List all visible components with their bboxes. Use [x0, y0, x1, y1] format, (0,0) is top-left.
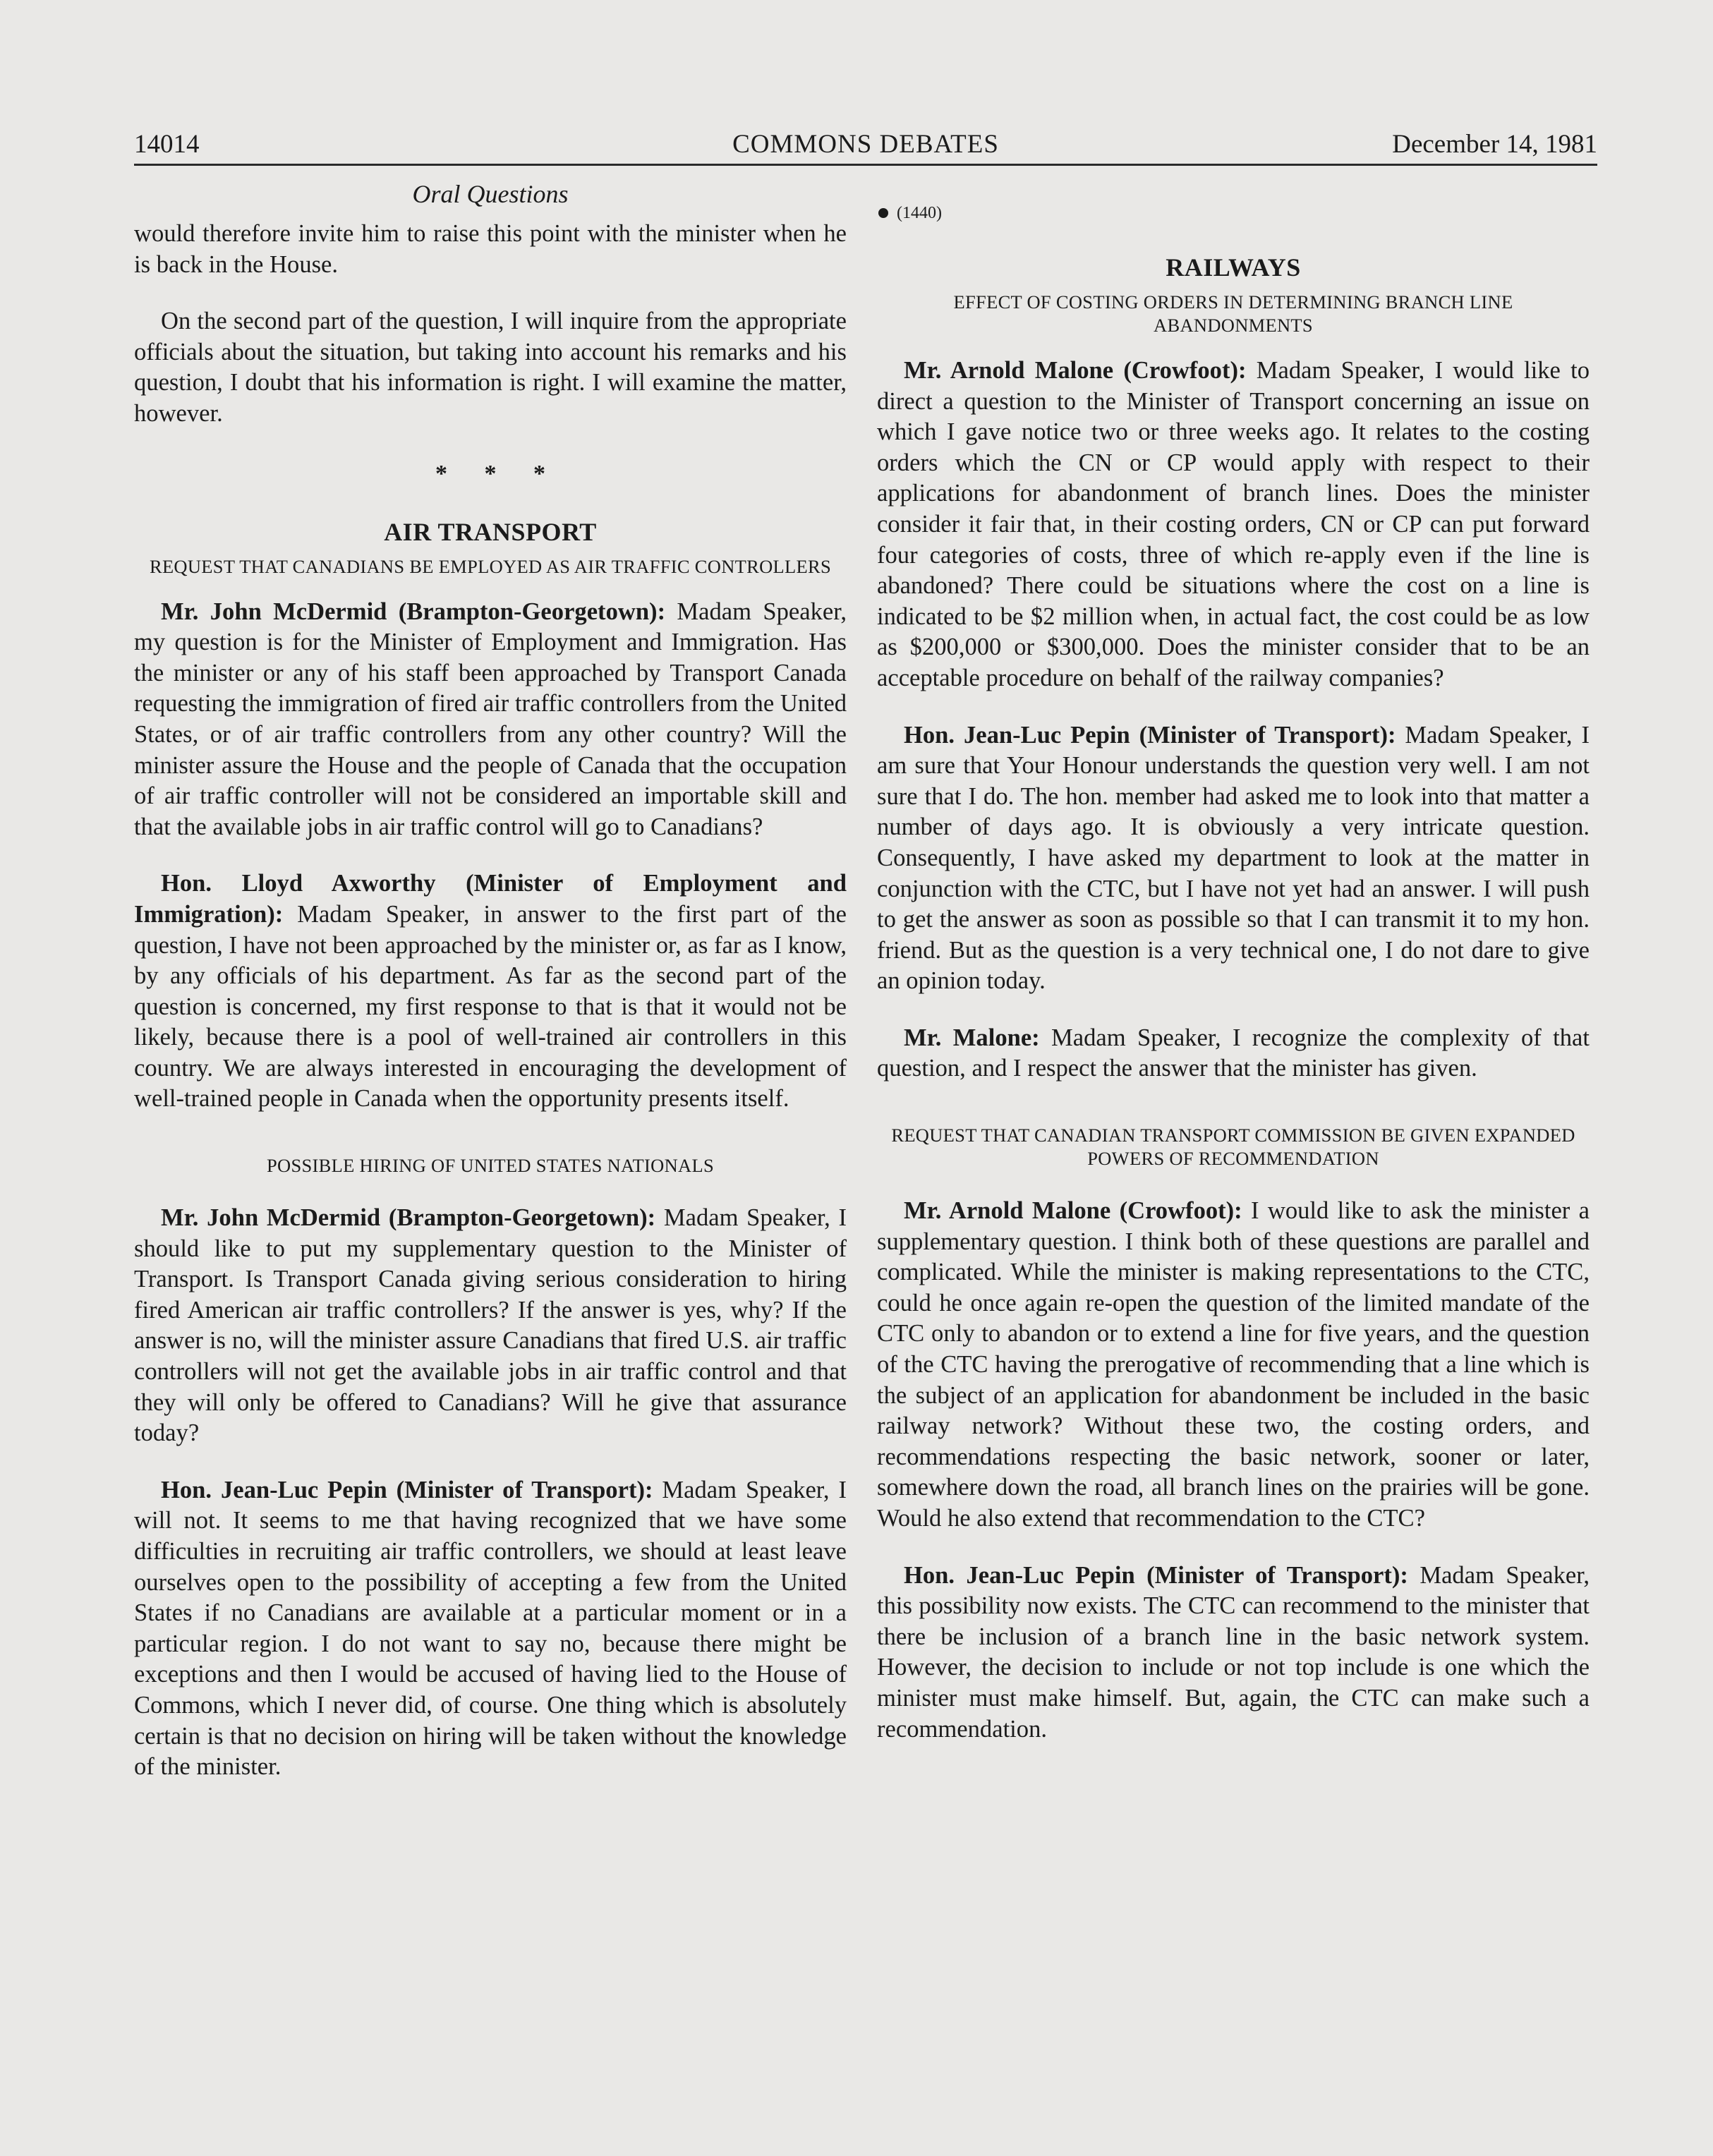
- subsection-heading: REQUEST THAT CANADIANS BE EMPLOYED AS AIR TRAFFIC CONTROLLERS: [149, 555, 832, 577]
- publication-date: December 14, 1981: [1392, 130, 1597, 159]
- speech-paragraph: [877, 1023, 1590, 1084]
- subsection-heading: POSSIBLE HIRING OF UNITED STATES NATIONALS: [267, 1155, 714, 1177]
- time-marker: [877, 199, 1590, 227]
- speaker-name: Mr. John McDermid (Brampton-Georgetown):: [161, 598, 666, 625]
- speech-paragraph: [877, 1196, 1590, 1534]
- speech-paragraph: [134, 868, 847, 1115]
- subsection-heading: EFFECT OF COSTING ORDERS IN DETERMINING BRANCH LINE ABANDONMENTS: [953, 291, 1513, 336]
- speaker-name: Hon. Lloyd Axworthy (Minister of Employment and Immigration):: [134, 870, 847, 928]
- speaker-name: Hon. Jean-Luc Pepin (Minister of Transport):: [904, 1561, 1408, 1589]
- time-stamp: (1440): [897, 204, 942, 222]
- speaker-name: Mr. Arnold Malone (Crowfoot):: [904, 1197, 1242, 1225]
- speaker-name: Mr. Arnold Malone (Crowfoot):: [904, 357, 1247, 384]
- speech-paragraph: [134, 597, 847, 843]
- speech-text: Madam Speaker, this possibility now exists. The CTC can recommend to the minister that there be inclusion of a branch line in the basic network system. However, the decision to include or not top include is one which the minister must make himself. But, again, the CTC can make such a recommendation.: [877, 1561, 1590, 1743]
- header-rule: [134, 164, 1597, 166]
- subsection-heading: REQUEST THAT CANADIAN TRANSPORT COMMISSION BE GIVEN EXPANDED POWERS OF RECOMMENDATION: [891, 1125, 1575, 1170]
- page-number: 14014: [134, 130, 200, 159]
- speech-text: I would like to ask the minister a supplementary question. I think both of these questions are parallel and complicated. While the minister is making representations to the CTC, could he once again re-open the question of the limited mandate of the CTC only to abandon or to extend a line for five years, and the question of the CTC having the prerogative of recommending that a line which is the subject of an application for abandonment be included in the basic railway network? Without these two, the costing orders, and recommendations respecting the basic network, sooner or later, somewhere down the road, all branch lines on the prairies will be gone. Would he also extend that recommendation to the CTC?: [877, 1197, 1590, 1532]
- publication-title: COMMONS DEBATES: [732, 130, 999, 159]
- bullet-icon: [878, 208, 888, 218]
- speaker-name: Hon. Jean-Luc Pepin (Minister of Transport):: [904, 721, 1396, 749]
- speech-text: Madam Speaker, in answer to the first part of the question, I have not been approached by the minister or, as far as I know, by any officials of his department. As far as the second part of the question is concerned, my first response to that is that it would not be likely, because there is a pool of well-trained air controllers in this country. We are always interested in encouraging the development of well-trained people in Canada when the opportunity presents itself.: [134, 900, 847, 1113]
- paragraph: would therefore invite him to raise this point with the minister when he is back in the House.: [134, 220, 847, 278]
- left-column: [134, 178, 847, 1809]
- speaker-name: Hon. Jean-Luc Pepin (Minister of Transport):: [161, 1476, 653, 1503]
- page-header: [134, 127, 1597, 162]
- speech-paragraph: [877, 1561, 1590, 1745]
- speech-text: Madam Speaker, I am sure that Your Honour understands the question very well. I am not sure that I do. The hon. member had asked me to look into that matter a number of days ago. It is obviously a very intricate question. Consequently, I have asked my department to look at the matter in conjunction with the CTC, but I have not yet had an answer. I will push to get the answer as soon as possible so that I can transmit it to my hon. friend. But as the question is a very technical one, I do not dare to give an opinion today.: [877, 721, 1590, 995]
- speech-paragraph: [134, 1203, 847, 1449]
- section-separator: * * *: [435, 460, 561, 487]
- speech-text: Madam Speaker, I will not. It seems to me that having recognized that we have some difficulties in recruiting air traffic controllers, we should at least leave ourselves open to the possibility of accepting a few from the United States if no Canadians are available at a particular moment or in a particular region. I do not want to say no, because there might be exceptions and then I would be accused of having lied to the House of Commons, which I never did, of course. One thing which is absolutely certain is that no decision on hiring will be taken without the knowledge of the minister.: [134, 1476, 847, 1781]
- right-column: [877, 178, 1590, 1771]
- speech-paragraph: [134, 1475, 847, 1783]
- speech-paragraph: [877, 356, 1590, 694]
- speech-text: Madam Speaker, I should like to put my supplementary question to the Minister of Transport. Is Transport Canada giving serious consideration to hiring fired American air traffic controllers? If the answer is yes, why? If the answer is no, will the minister assure Canadians that fired U.S. air traffic controllers will not get the available jobs in air traffic control and that they will only be offered to Canadians? Will he give that assurance today?: [134, 1204, 847, 1447]
- speaker-name: Mr. Malone:: [904, 1024, 1040, 1051]
- speech-paragraph: [877, 720, 1590, 997]
- speech-text: Madam Speaker, my question is for the Minister of Employment and Immigration. Has the minister or any of his staff been approached by Transport Canada requesting the immigration of fired air traffic controllers from the United States, or of air traffic controllers from any other country? Will the minister assure the House and the people of Canada that the occupation of air traffic controller will not be considered an importable skill and that the available jobs in air traffic control will go to Canadians?: [134, 598, 847, 840]
- speech-text: Madam Speaker, I would like to direct a question to the Minister of Transport concerning an issue on which I gave notice two or three weeks ago. It relates to the costing orders which the CN or CP would apply with respect to their applications for abandonment of branch lines. Does the minister consider it fair that, in their costing orders, CN or CP can put forward four categories of costs, three of which re-apply even if the line is abandoned? There could be situations where the cost on a line is indicated to be $2 million when, in actual fact, the cost could be as low as $200,000 or $300,000. Does the minister consider that to be an acceptable procedure on behalf of the railway companies?: [877, 357, 1590, 691]
- section-heading: AIR TRANSPORT: [384, 517, 597, 546]
- speaker-name: Mr. John McDermid (Brampton-Georgetown):: [161, 1204, 656, 1232]
- section-heading: RAILWAYS: [1166, 253, 1301, 281]
- paragraph: On the second part of the question, I will inquire from the appropriate officials about the situation, but taking into account his remarks and his question, I doubt that his information is right. I will examine the matter, however.: [134, 308, 847, 427]
- running-head: Oral Questions: [412, 180, 569, 208]
- speech-text: Madam Speaker, I recognize the complexity of that question, and I respect the answer that the minister has given.: [877, 1024, 1590, 1082]
